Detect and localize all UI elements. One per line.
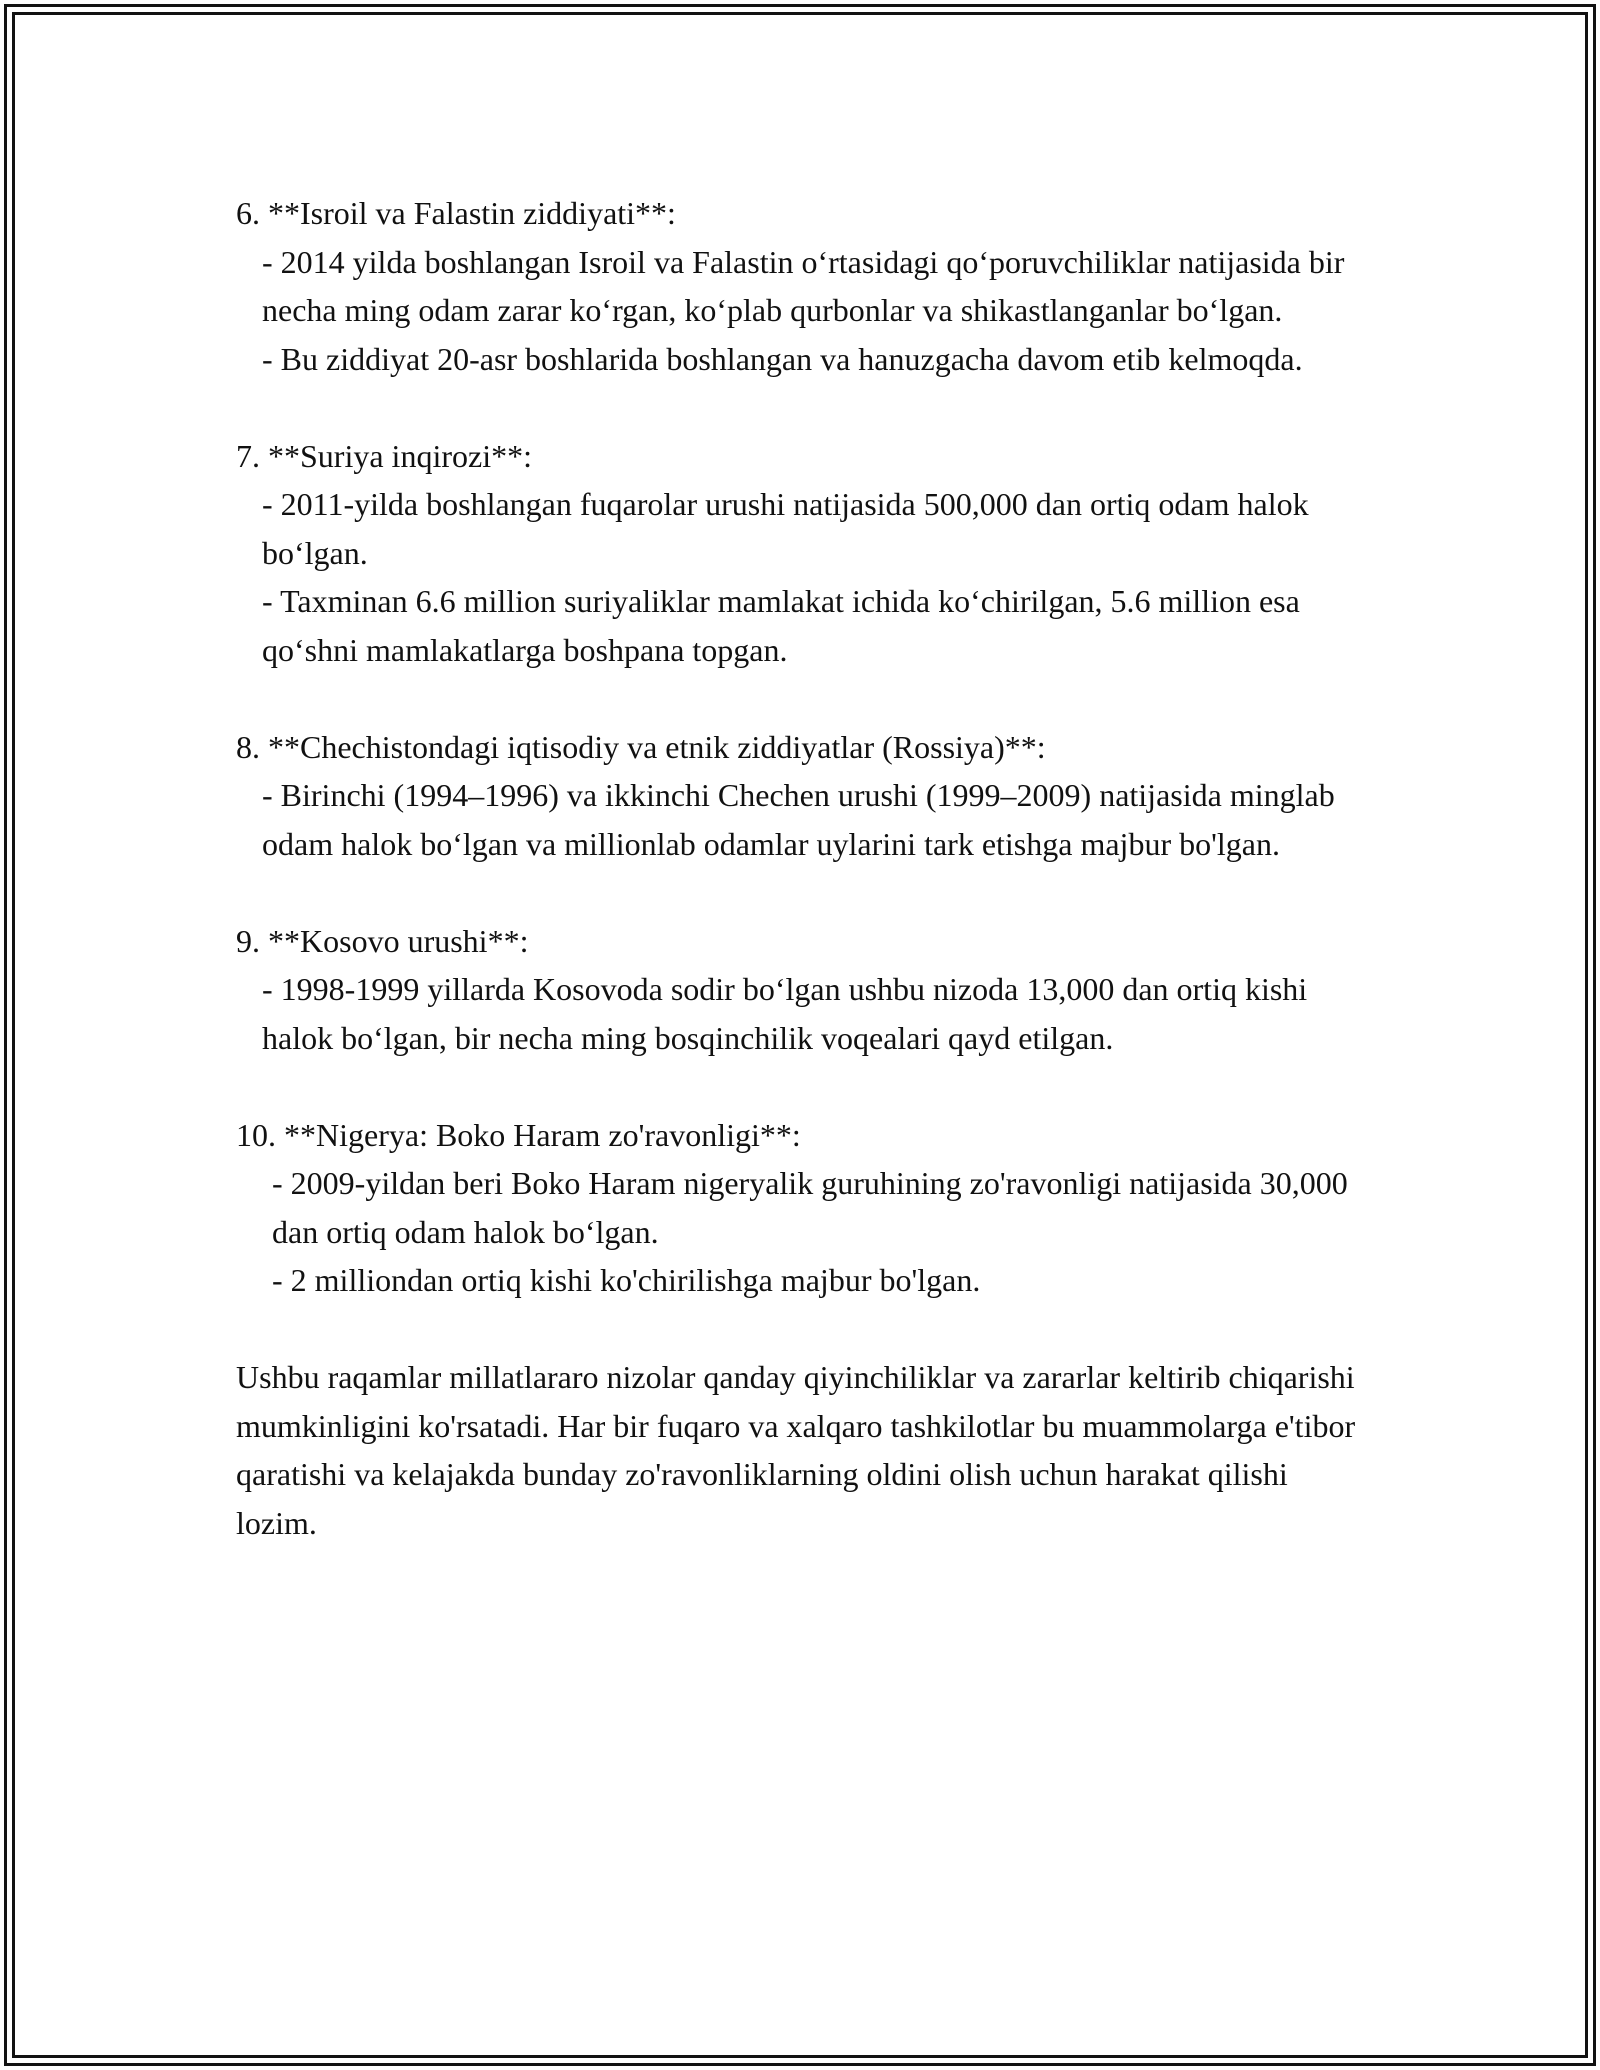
conclusion-paragraph bbox=[236, 1353, 1376, 1547]
section-heading: 8. **Chechistondagi iqtisodiy va etnik ziddiyatlar (Rossiya)**: bbox=[236, 728, 1046, 765]
bullet-item: - 2009-yildan beri Boko Haram nigeryalik guruhining zo'ravonligi natijasida 30,000 dan ortiq odam halok boʻlgan. bbox=[272, 1165, 1348, 1250]
bullet-item: - 2 milliondan ortiq kishi ko'chirilishga majbur bo'lgan. bbox=[272, 1262, 981, 1298]
bullet-item: - 1998-1999 yillarda Kosovoda sodir boʻlgan ushbu nizoda 13,000 dan ortiq kishi halok boʻlgan, bir necha ming bosqinchilik voqealari qayd etilgan. bbox=[262, 971, 1308, 1056]
section-israel-palestine bbox=[236, 189, 1376, 383]
section-heading: 7. **Suriya inqirozi**: bbox=[236, 437, 532, 474]
section-heading: 9. **Kosovo urushi**: bbox=[236, 922, 529, 959]
bullet-item: - 2011-yilda boshlangan fuqarolar urushi natijasida 500,000 dan ortiq odam halok boʻlgan. bbox=[262, 486, 1309, 571]
document-body bbox=[236, 189, 1376, 1547]
bullet-item: - 2014 yilda boshlangan Isroil va Falastin oʻrtasidagi qoʻporuvchiliklar natijasida bir necha ming odam zarar koʻrgan, koʻplab qurbonlar va shikastlanganlar boʻlgan. bbox=[262, 243, 1345, 328]
conclusion-text: Ushbu raqamlar millatlararo nizolar qanday qiyinchiliklar va zararlar keltirib chiqarishi mumkinligini ko'rsatadi. Har bir fuqaro va xalqaro tashkilotlar bu muammolarga e'tibor qaratishi va kelajakda bunday zo'ravonliklarning oldini olish uchun harakat qilishi lozim. bbox=[236, 1359, 1356, 1541]
section-chechnya bbox=[236, 723, 1376, 869]
section-syria bbox=[236, 432, 1376, 675]
section-heading: 6. **Isroil va Falastin ziddiyati**: bbox=[236, 195, 676, 231]
bullet-item: - Taxminan 6.6 million suriyaliklar mamlakat ichida koʻchirilgan, 5.6 million esa qoʻshni mamlakatlarga boshpana topgan. bbox=[262, 583, 1300, 668]
bullet-item: - Birinchi (1994–1996) va ikkinchi Chechen urushi (1999–2009) natijasida minglab odam halok boʻlgan va millionlab odamlar uylarini tark etishga majbur bo'lgan. bbox=[262, 777, 1335, 862]
section-nigeria bbox=[236, 1111, 1376, 1305]
bullet-item: - Bu ziddiyat 20-asr boshlarida boshlangan va hanuzgacha davom etib kelmoqda. bbox=[262, 340, 1303, 377]
section-heading: 10. **Nigerya: Boko Haram zo'ravonligi**: bbox=[236, 1116, 801, 1153]
section-kosovo bbox=[236, 917, 1376, 1063]
